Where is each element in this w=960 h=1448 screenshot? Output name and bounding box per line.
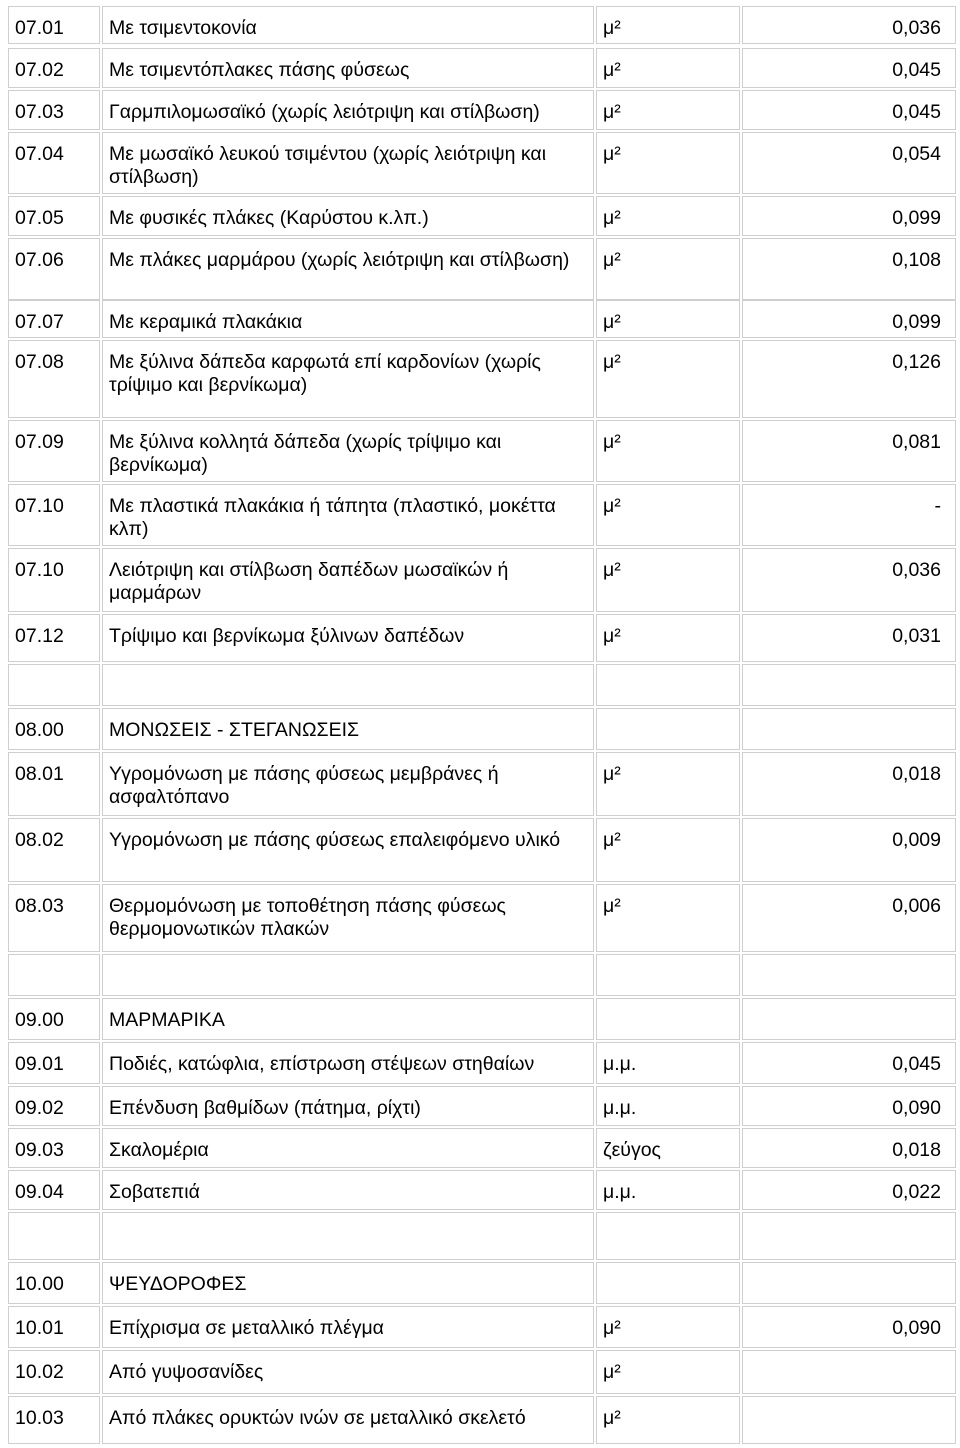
unit-cell: μ² [596,1350,740,1394]
code-cell: 10.01 [8,1306,100,1348]
description-cell: Υγρομόνωση με πάσης φύσεως μεμβράνες ή ασφαλτόπανο [102,752,594,816]
value-cell: 0,006 [742,884,956,952]
value-cell: 0,009 [742,818,956,882]
unit-cell: μ² [596,90,740,130]
value-cell: 0,090 [742,1306,956,1348]
value-cell: 0,036 [742,6,956,44]
description-cell: Σοβατεπιά [102,1170,594,1210]
unit-cell: μ² [596,548,740,612]
unit-cell: μ² [596,1306,740,1348]
code-cell: 10.02 [8,1350,100,1394]
description-cell: Λειότριψη και στίλβωση δαπέδων μωσαϊκών ή μαρμάρων [102,548,594,612]
value-cell: 0,054 [742,132,956,194]
unit-cell [596,1212,740,1260]
value-cell: - [742,484,956,546]
unit-cell: μ.μ. [596,1170,740,1210]
unit-cell: μ.μ. [596,1042,740,1084]
description-cell: Από πλάκες ορυκτών ινών σε μεταλλικό σκελετό [102,1396,594,1444]
description-cell: Με φυσικές πλάκες (Καρύστου κ.λπ.) [102,196,594,236]
value-cell: 0,036 [742,548,956,612]
code-cell: 07.10 [8,484,100,546]
value-cell [742,998,956,1040]
code-cell: 07.07 [8,300,100,338]
code-cell: 07.08 [8,340,100,418]
description-cell: ΜΟΝΩΣΕΙΣ - ΣΤΕΓΑΝΩΣΕΙΣ [102,708,594,750]
description-cell: Γαρμπιλομωσαϊκό (χωρίς λειότριψη και στίλβωση) [102,90,594,130]
code-cell: 07.02 [8,48,100,88]
value-cell [742,1212,956,1260]
unit-cell [596,708,740,750]
value-cell: 0,099 [742,300,956,338]
description-cell: Ποδιές, κατώφλια, επίστρωση στέψεων στηθαίων [102,1042,594,1084]
unit-cell: μ² [596,1396,740,1444]
value-cell: 0,099 [742,196,956,236]
value-cell: 0,090 [742,1086,956,1126]
value-cell: 0,081 [742,420,956,482]
description-cell [102,1212,594,1260]
code-cell: 07.09 [8,420,100,482]
unit-cell [596,954,740,996]
code-cell: 07.06 [8,238,100,300]
value-cell: 0,108 [742,238,956,300]
description-cell: Με μωσαϊκό λευκού τσιμέντου (χωρίς λειότριψη και στίλβωση) [102,132,594,194]
value-cell: 0,031 [742,614,956,662]
code-cell: 10.00 [8,1262,100,1304]
code-cell: 07.12 [8,614,100,662]
code-cell: 08.02 [8,818,100,882]
code-cell [8,954,100,996]
description-cell: Θερμομόνωση με τοποθέτηση πάσης φύσεως θερμομονωτικών πλακών [102,884,594,952]
value-cell: 0,045 [742,1042,956,1084]
description-cell: ΜΑΡΜΑΡΙΚΑ [102,998,594,1040]
unit-cell: μ² [596,300,740,338]
description-cell: Με κεραμικά πλακάκια [102,300,594,338]
unit-cell: μ.μ. [596,1086,740,1126]
value-cell: 0,018 [742,1128,956,1168]
code-cell: 08.00 [8,708,100,750]
value-cell [742,664,956,706]
code-cell: 08.01 [8,752,100,816]
code-cell: 07.10 [8,548,100,612]
value-cell: 0,045 [742,90,956,130]
unit-cell: μ² [596,614,740,662]
value-cell [742,954,956,996]
code-cell [8,1212,100,1260]
value-cell: 0,126 [742,340,956,418]
unit-cell: ζεύγος [596,1128,740,1168]
unit-cell: μ² [596,48,740,88]
unit-cell: μ² [596,238,740,300]
unit-cell: μ² [596,818,740,882]
unit-cell: μ² [596,6,740,44]
code-cell: 09.01 [8,1042,100,1084]
description-cell: Τρίψιμο και βερνίκωμα ξύλινων δαπέδων [102,614,594,662]
description-cell: Με τσιμεντοκονία [102,6,594,44]
code-cell: 07.05 [8,196,100,236]
code-cell: 07.03 [8,90,100,130]
code-cell: 09.00 [8,998,100,1040]
value-cell [742,1396,956,1444]
description-cell [102,954,594,996]
unit-cell: μ² [596,196,740,236]
value-cell [742,1350,956,1394]
description-cell: Με ξύλινα κολλητά δάπεδα (χωρίς τρίψιμο και βερνίκωμα) [102,420,594,482]
code-cell: 09.02 [8,1086,100,1126]
description-cell: Με ξύλινα δάπεδα καρφωτά επί καρδονίων (χωρίς τρίψιμο και βερνίκωμα) [102,340,594,418]
code-cell [8,664,100,706]
code-cell: 07.04 [8,132,100,194]
unit-cell: μ² [596,340,740,418]
description-cell: Επίχρισμα σε μεταλλικό πλέγμα [102,1306,594,1348]
value-cell [742,708,956,750]
unit-cell [596,998,740,1040]
description-cell: Με πλάκες μαρμάρου (χωρίς λειότριψη και στίλβωση) [102,238,594,300]
unit-cell: μ² [596,132,740,194]
value-cell [742,1262,956,1304]
value-cell: 0,018 [742,752,956,816]
description-cell: Από γυψοσανίδες [102,1350,594,1394]
code-cell: 08.03 [8,884,100,952]
unit-cell [596,664,740,706]
description-cell [102,664,594,706]
unit-cell [596,1262,740,1304]
description-cell: Με πλαστικά πλακάκια ή τάπητα (πλαστικό, μοκέττα κλπ) [102,484,594,546]
value-cell: 0,045 [742,48,956,88]
unit-cell: μ² [596,884,740,952]
description-cell: Υγρομόνωση με πάσης φύσεως επαλειφόμενο υλικό [102,818,594,882]
code-cell: 09.04 [8,1170,100,1210]
code-cell: 09.03 [8,1128,100,1168]
value-cell: 0,022 [742,1170,956,1210]
description-cell: ΨΕΥΔΟΡΟΦΕΣ [102,1262,594,1304]
code-cell: 07.01 [8,6,100,44]
description-cell: Επένδυση βαθμίδων (πάτημα, ρίχτι) [102,1086,594,1126]
unit-cell: μ² [596,420,740,482]
code-cell: 10.03 [8,1396,100,1444]
unit-cell: μ² [596,484,740,546]
unit-cell: μ² [596,752,740,816]
description-cell: Σκαλομέρια [102,1128,594,1168]
description-cell: Με τσιμεντόπλακες πάσης φύσεως [102,48,594,88]
